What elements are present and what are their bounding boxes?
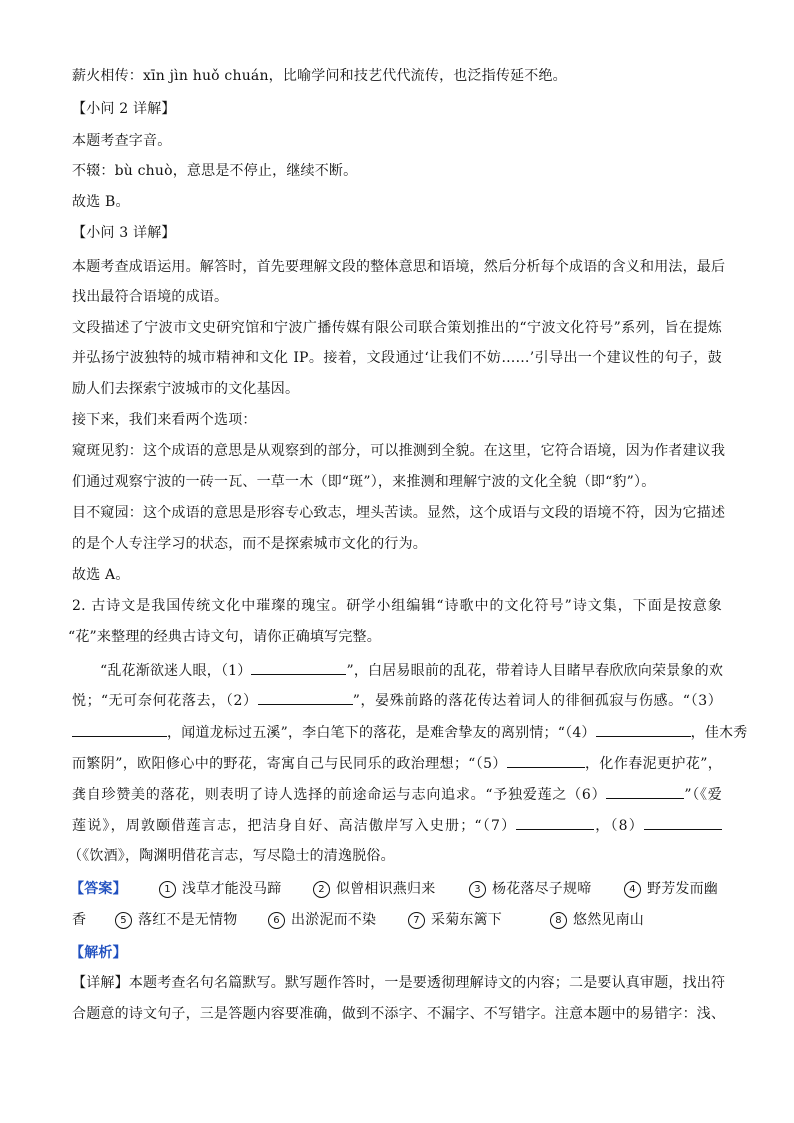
answer-item (115, 910, 237, 930)
blank-8 (644, 815, 722, 830)
text-line: 本题考查成语运用。解答时，首先要理解文段的整体意思和语境，然后分析每个成语的含义和用法，最后 (72, 259, 726, 275)
analysis-label: 【解析】 (70, 945, 127, 961)
answer-text: 出淤泥而不染 (291, 912, 377, 928)
answer-item (408, 910, 502, 930)
passage-text: ”（《爱 (684, 787, 722, 803)
number-badge: 6 (268, 912, 285, 929)
sub-question-heading: 【小问 2 详解】 (72, 101, 176, 117)
blank-3 (72, 722, 167, 737)
answer-text: 野芳发而幽 (647, 881, 718, 897)
passage-text: 莲说》，周敦颐借莲言志，把洁身自好、高洁傲岸写入史册；“（7） (72, 818, 517, 834)
passage-text: ”，白居易眼前的乱花，带着诗人目睹早春欣欣向荣景象的欢 (346, 663, 724, 679)
passage-line (72, 722, 748, 743)
passage-line (72, 690, 722, 711)
answer-text: 悠然见南山 (573, 912, 644, 928)
question-stem: “花”来整理的经典古诗文句，请你正确填写完整。 (68, 629, 381, 645)
passage-text: ，佳木秀 (690, 725, 748, 741)
answer-line (70, 879, 718, 899)
text-line: 接下来，我们来看两个选项： (72, 412, 257, 428)
answer-item (624, 879, 718, 899)
answer-text: 浅草才能没马蹄 (182, 881, 282, 897)
number-badge: 8 (550, 912, 567, 929)
passage-text: ，闻道龙标过五溪”，李白笔下的落花，是难舍挚友的离别情；“（4） (167, 725, 596, 741)
sub-question-heading: 【小问 3 详解】 (72, 225, 176, 241)
answer-line (72, 910, 644, 930)
passage-text: 悦；“无可奈何花落去，（2） (72, 693, 258, 709)
blank-1 (251, 660, 346, 675)
passage-text: ，化作春泥更护花”， (584, 756, 722, 772)
text-line: 们通过观察宁波的一砖一瓦、一草一木（即“斑”），来推测和理解宁波的文化全貌（即“豹”）。 (72, 474, 656, 490)
text-line: 目不窥园：这个成语的意思是形容专心致志，埋头苦读。显然，这个成语与文段的语境不符，因为它描述 (72, 505, 726, 521)
answer-text: 杨花落尽子规啼 (492, 881, 592, 897)
text-line: 文段描述了宁波市文史研究馆和宁波广播传媒有限公司联合策划推出的“宁波文化符号”系列，旨在提炼 (72, 320, 722, 336)
number-badge: 1 (159, 881, 176, 898)
text-line: 故选 B。 (72, 194, 130, 210)
passage-line (72, 784, 722, 805)
answer-item (313, 879, 435, 899)
answer-item (550, 910, 644, 930)
answer-text: 似曾相识燕归来 (336, 881, 436, 897)
blank-6 (606, 784, 684, 799)
passage-line (72, 660, 722, 681)
number-badge: 4 (624, 881, 641, 898)
text-line: 并弘扬宁波独特的城市精神和文化 IP。接着，文段通过‘让我们不妨……’引导出一个建议性的句子，鼓 (72, 350, 722, 366)
number-badge: 5 (115, 912, 132, 929)
detail-label: 【详解】 (72, 975, 129, 991)
number-badge: 3 (469, 881, 486, 898)
text-line: 窥斑见豹：这个成语的意思是从观察到的部分，可以推测到全貌。在这里，它符合语境，因为作者建议我 (72, 443, 726, 459)
passage-text: ，（8） (594, 818, 644, 834)
number-badge: 2 (313, 881, 330, 898)
blank-5 (507, 753, 585, 768)
text-line: 本题考查字音。 (72, 133, 172, 149)
text-line: 的是个人专注学习的状态，而不是探索城市文化的行为。 (72, 536, 427, 552)
analysis-line (72, 973, 726, 993)
question-stem: 2. 古诗文是我国传统文化中璀璨的瑰宝。研学小组编辑“诗歌中的文化符号”诗文集，下面是按意象 (72, 598, 722, 614)
analysis-text: 本题考查名句名篇默写。默写题作答时，一是要透彻理解诗文的内容；二是要认真审题，找出符 (128, 975, 726, 991)
blank-4 (596, 722, 691, 737)
text-line: 不辍：bù chuò，意思是不停止，继续不断。 (72, 163, 358, 179)
blank-2 (258, 690, 353, 705)
answer-item (469, 879, 591, 899)
answer-text: 落红不是无情物 (138, 912, 238, 928)
passage-line (72, 815, 722, 836)
number-badge: 7 (408, 912, 425, 929)
text-line: 励人们去探索宁波城市的文化基因。 (72, 381, 300, 397)
passage-text: “乱花渐欲迷人眼，（1） (100, 663, 252, 679)
text-line: 薪火相传：xīn jìn huǒ chuán，比喻学问和技艺代代流传，也泛指传延不绝。 (72, 68, 567, 84)
text-line: 故选 A。 (72, 567, 130, 583)
passage-text: 龚自珍赞美的落花，则表明了诗人选择的前途命运与志向追求。“予独爱莲之（6） (72, 787, 607, 803)
answer-item (268, 910, 376, 930)
analysis-line: 合题意的诗文句子，三是答题内容要准确，做到不添字、不漏字、不写错字。注意本题中的易错字：浅、 (72, 1006, 726, 1022)
answer-text: 香 (72, 912, 87, 928)
passage-text: ”，晏殊前路的落花传达着词人的徘徊孤寂与伤感。“（3） (352, 693, 722, 709)
passage-line (72, 753, 722, 774)
text-line: 找出最符合语境的成语。 (72, 289, 229, 305)
answer-text: 采菊东篱下 (431, 912, 502, 928)
answer-label: 【答案】 (70, 881, 127, 897)
passage-text: 而繁阴”，欧阳修心中的野花，寄寓自己与民同乐的政治理想；“（5） (72, 756, 507, 772)
passage-line: （《饮酒》，陶渊明借花言志，写尽隐士的清逸脱俗。 (68, 848, 395, 864)
blank-7 (516, 815, 594, 830)
answer-item (159, 879, 281, 899)
